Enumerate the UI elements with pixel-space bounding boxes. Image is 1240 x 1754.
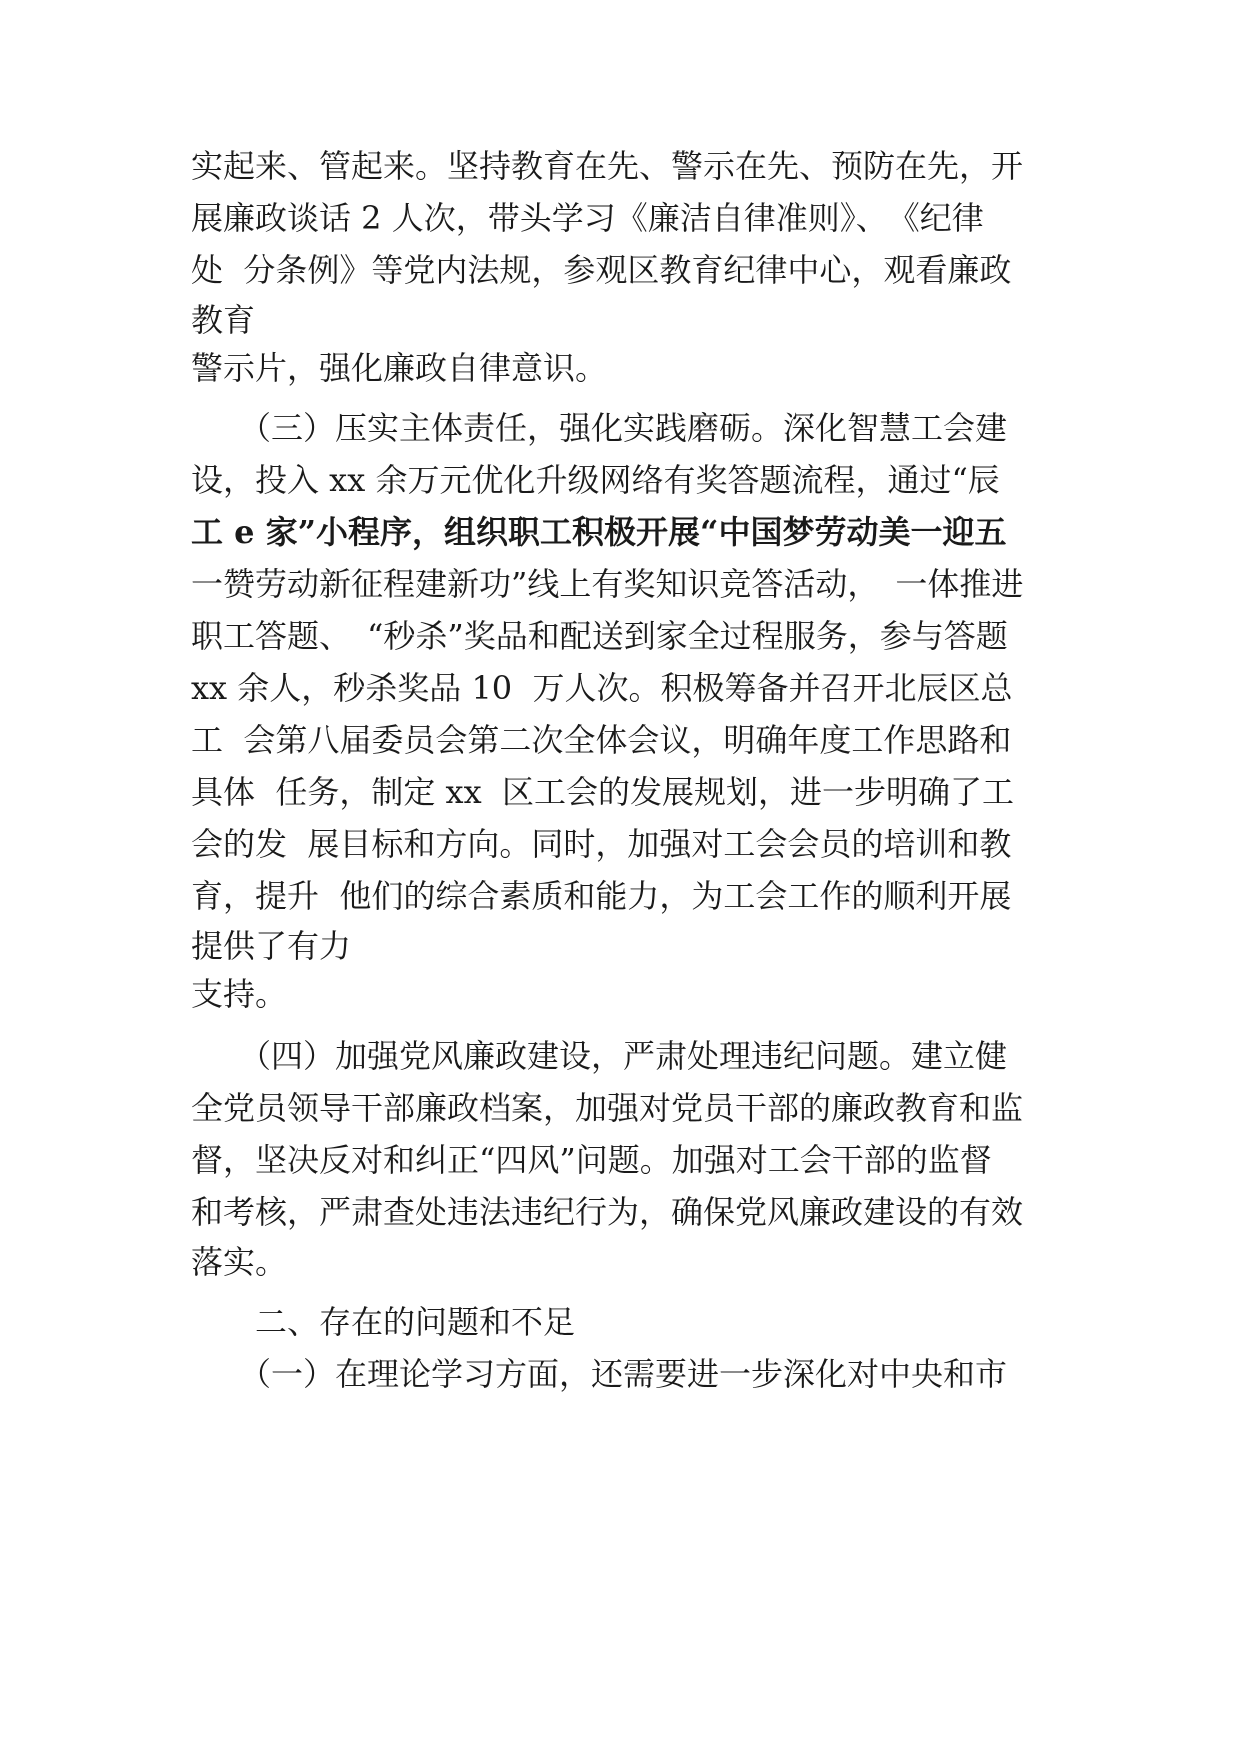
text-line: （三）压实主体责任，强化实践磨砺。深化智慧工会建	[191, 409, 1008, 447]
text-line: 落实。	[191, 1243, 288, 1281]
text-line: 和考核，严肃查处违法违纪行为，确保党风廉政建设的有效	[191, 1193, 1024, 1231]
text-line: 实起来、管起来。坚持教育在先、警示在先、预防在先，开	[191, 147, 1024, 185]
text-line: 育，提升 他们的综合素质和能力，为工会工作的顺利开展	[191, 877, 1012, 915]
text-line: 展廉政谈话 2 人次，带头学习《廉洁自律准则》、 《纪律	[191, 199, 984, 237]
text-line: （四）加强党风廉政建设，严肃处理违纪问题。建立健	[191, 1037, 1008, 1075]
text-line: 教育	[191, 301, 256, 339]
text-line: xx 余人，秒杀奖品 10 万人次。积极筹备并召开北辰区总	[191, 669, 1013, 707]
text-line: （一）在理论学习方面，还需要进一步深化对中央和市	[191, 1355, 1008, 1393]
text-line: 警示片，强化廉政自律意识。	[191, 349, 608, 387]
text-line: 工 会第八届委员会第二次全体会议，明确年度工作思路和	[191, 721, 1012, 759]
text-line: 会的发 展目标和方向。同时，加强对工会会员的培训和教	[191, 825, 1012, 863]
text-line: 一赞劳动新征程建新功”线上有奖知识竞答活动， 一体推进	[191, 565, 1024, 603]
text-line: 全党员领导干部廉政档案，加强对党员干部的廉政教育和监	[191, 1089, 1024, 1127]
text-line: 设，投入 xx 余万元优化升级网络有奖答题流程，通过“辰	[191, 461, 1000, 499]
text-line: 提供了有力	[191, 927, 352, 965]
text-line: 督，坚决反对和纠正“四风”问题。加强对工会干部的监督	[191, 1141, 992, 1179]
text-line: 支持。	[191, 975, 288, 1013]
text-line-bold: 工 e 家”小程序，组织职工积极开展“中国梦劳动美一迎五	[191, 513, 1007, 551]
text-line: 具体 任务，制定 xx 区工会的发展规划，进一步明确了工	[191, 773, 1014, 811]
section-heading: 二、存在的问题和不足	[191, 1303, 576, 1341]
text-line: 处 分条例》等党内法规，参观区教育纪律中心，观看廉政	[191, 251, 1012, 289]
text-line: 职工答题、 “秒杀”奖品和配送到家全过程服务，参与答题	[191, 617, 1008, 655]
